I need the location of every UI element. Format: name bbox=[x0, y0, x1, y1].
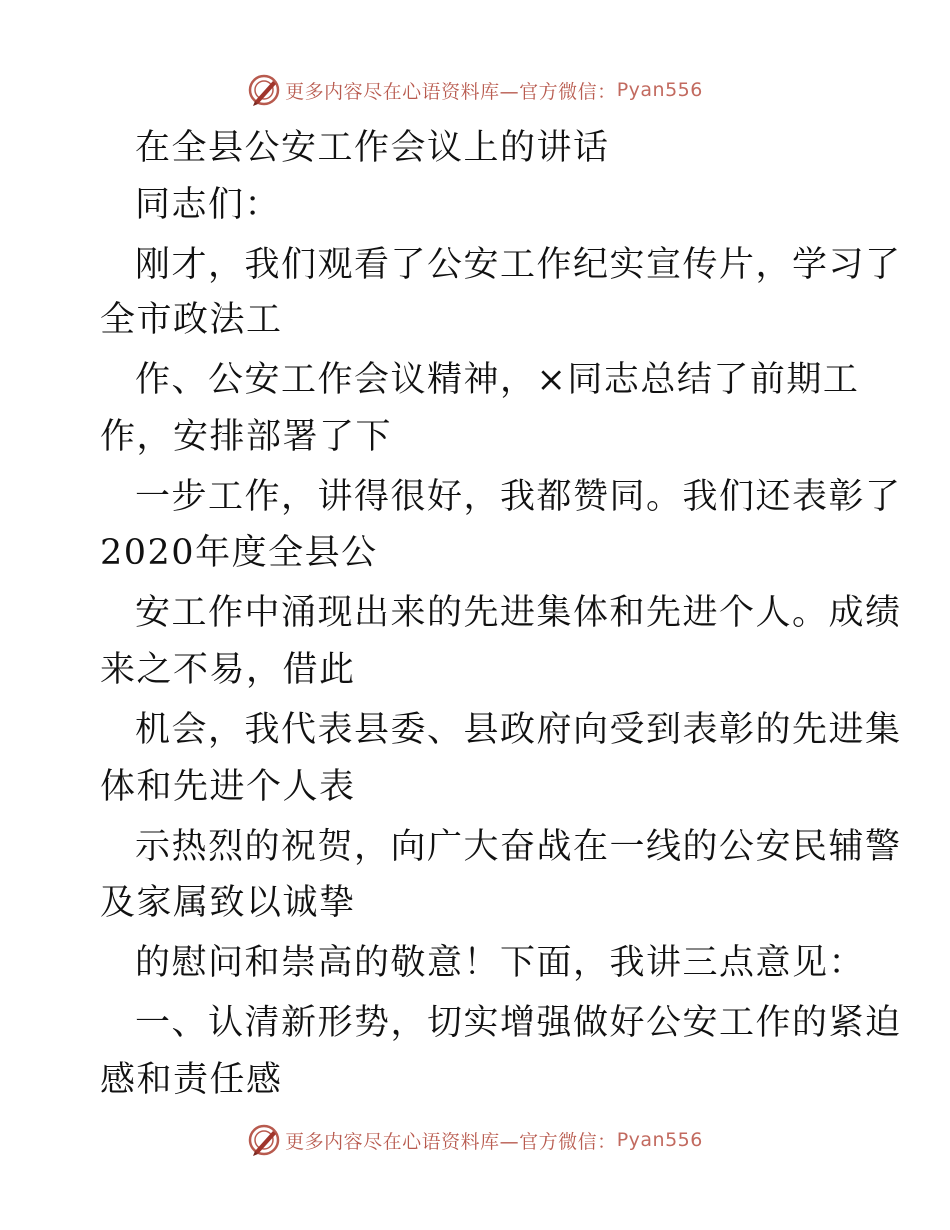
paragraph-line: 全市政法工 bbox=[100, 300, 283, 340]
footer-watermark bbox=[0, 1120, 950, 1160]
paragraph-line: 安工作中涌现出来的先进集体和先进个人。成绩 bbox=[135, 593, 902, 633]
paragraph-line: 示热烈的祝贺，向广大奋战在一线的公安民辅警 bbox=[135, 827, 902, 867]
paragraph-line: 一步工作，讲得很好，我都赞同。我们还表彰了 bbox=[135, 477, 902, 517]
paragraph-line: 来之不易，借此 bbox=[100, 650, 356, 690]
paragraph-line: 及家属致以诚挚 bbox=[100, 883, 356, 923]
header-watermark bbox=[0, 70, 950, 110]
paragraph-line: 刚才，我们观看了公安工作纪实宣传片，学习了 bbox=[135, 245, 902, 285]
paragraph-line: 体和先进个人表 bbox=[100, 767, 356, 807]
pen-seal-logo-icon bbox=[247, 1123, 281, 1157]
watermark-text: 更多内容尽在心语资料库 bbox=[285, 80, 500, 103]
paragraph-line: 机会，我代表县委、县政府向受到表彰的先进集 bbox=[135, 710, 902, 750]
watermark-text: 更多内容尽在心语资料库 bbox=[285, 1130, 500, 1153]
paragraph-line: 作、公安工作会议精神，×同志总结了前期工 bbox=[135, 360, 860, 400]
pen-seal-logo-icon bbox=[247, 73, 281, 107]
watermark-separator: —官方微信： bbox=[499, 1130, 617, 1153]
section-heading: 感和责任感 bbox=[100, 1060, 283, 1100]
watermark-wechat-id: Pyan556 bbox=[616, 1129, 703, 1151]
paragraph-line: 2020年度全县公 bbox=[100, 533, 378, 573]
paragraph-line: 作，安排部署了下 bbox=[100, 417, 393, 457]
watermark-separator: —官方微信： bbox=[499, 80, 617, 103]
paragraph-line: 的慰问和崇高的敬意！下面，我讲三点意见： bbox=[135, 943, 866, 983]
section-heading: 一、认清新形势，切实增强做好公安工作的紧迫 bbox=[135, 1003, 902, 1043]
salutation: 同志们： bbox=[135, 185, 282, 225]
document-title: 在全县公安工作会议上的讲话 bbox=[135, 128, 610, 168]
watermark-wechat-id: Pyan556 bbox=[616, 79, 703, 101]
